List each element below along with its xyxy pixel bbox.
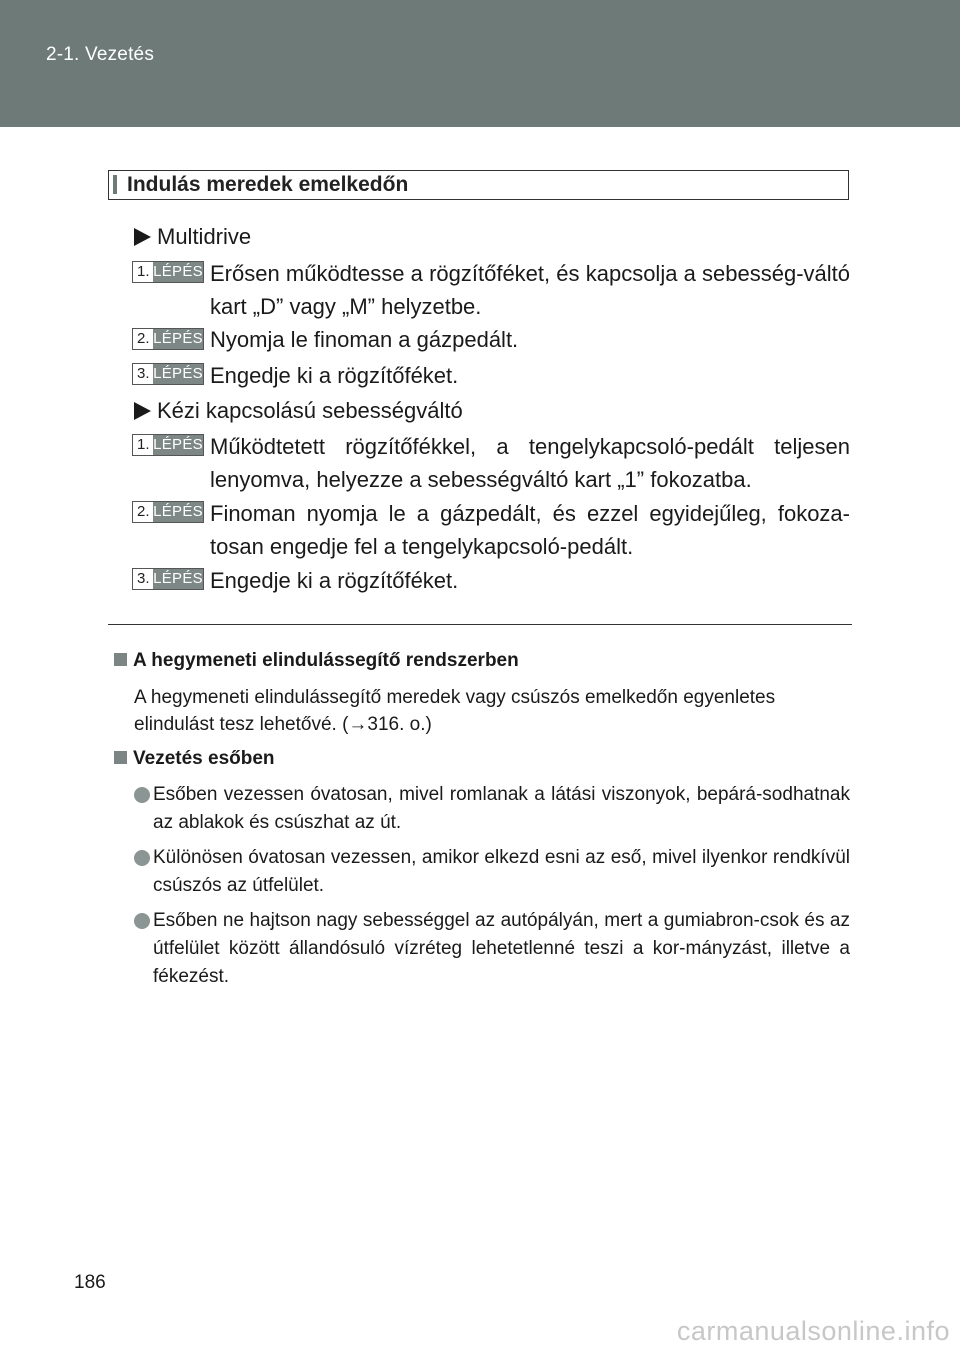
bullet-text: Esőben vezessen óvatosan, mivel romlanak a látási viszonyok, bepárá-sodhatnak az ablakok és csúszhat az út. [153,784,850,833]
circle-bullet-icon [134,787,150,803]
step-badge: 2. LÉPÉS [132,328,204,350]
note-heading: A hegymeneti elindulássegítő rendszerben [114,650,519,672]
section-divider [108,624,852,625]
square-bullet-icon [114,653,127,666]
step-text: Engedje ki a rögzítőféket. [210,568,459,593]
square-bullet-icon [114,751,127,764]
step-badge: 3. LÉPÉS [132,363,204,385]
page-number: 186 [74,1272,106,1293]
step-text: Nyomja le finoman a gázpedált. [210,327,519,352]
step-text: Engedje ki a rögzítőféket. [210,363,459,388]
circle-bullet-icon [134,850,150,866]
triangle-icon [134,402,151,420]
section-title-box [108,170,849,200]
note-heading: Vezetés esőben [114,748,275,770]
section-title: Indulás meredek emelkedőn [127,173,409,196]
group-heading-multidrive: Multidrive [134,224,251,250]
group-heading-manual: Kézi kapcsolású sebességváltó [134,398,463,424]
title-accent-bar [113,175,117,194]
step-badge: 1. LÉPÉS [132,261,204,283]
page-header [0,0,960,127]
step-text: Erősen működtesse a rögzítőféket, és kapcsolja a sebesség-váltó kart „D” vagy „M” helyzetbe. [210,261,850,319]
step-badge: 2. LÉPÉS [132,501,204,523]
bullet-text: Esőben ne hajtson nagy sebességgel az autópályán, mert a gumiabron-csok és az útfelület között állandósuló vízréteg lehetetlenné teszi a kor-mányzást, illetve a fékezést. [153,910,850,987]
watermark: carmanualsonline.info [676,1316,950,1346]
circle-bullet-icon [134,913,150,929]
bullet-text: Különösen óvatosan vezessen, amikor elkezd esni az eső, mivel ilyenkor rendkívül csúszós az útfelület. [153,847,850,896]
step-badge: 1. LÉPÉS [132,434,204,456]
step-badge: 3. LÉPÉS [132,568,204,590]
triangle-icon [134,228,151,246]
section-label: 2-1. Vezetés [46,44,155,65]
step-text: Működtetett rögzítőfékkel, a tengelykapcsoló-pedált teljesen lenyomva, helyezze a sebességváltó kart „1” fokozatba. [210,434,850,492]
step-text: Finoman nyomja le a gázpedált, és ezzel egyidejűleg, fokoza-tosan engedje fel a tengelykapcsoló-pedált. [210,501,850,559]
note-text: A hegymeneti elindulássegítő meredek vagy csúszós emelkedőn egyenletes elindulást tesz lehetővé. (→316. o.) [134,687,776,735]
